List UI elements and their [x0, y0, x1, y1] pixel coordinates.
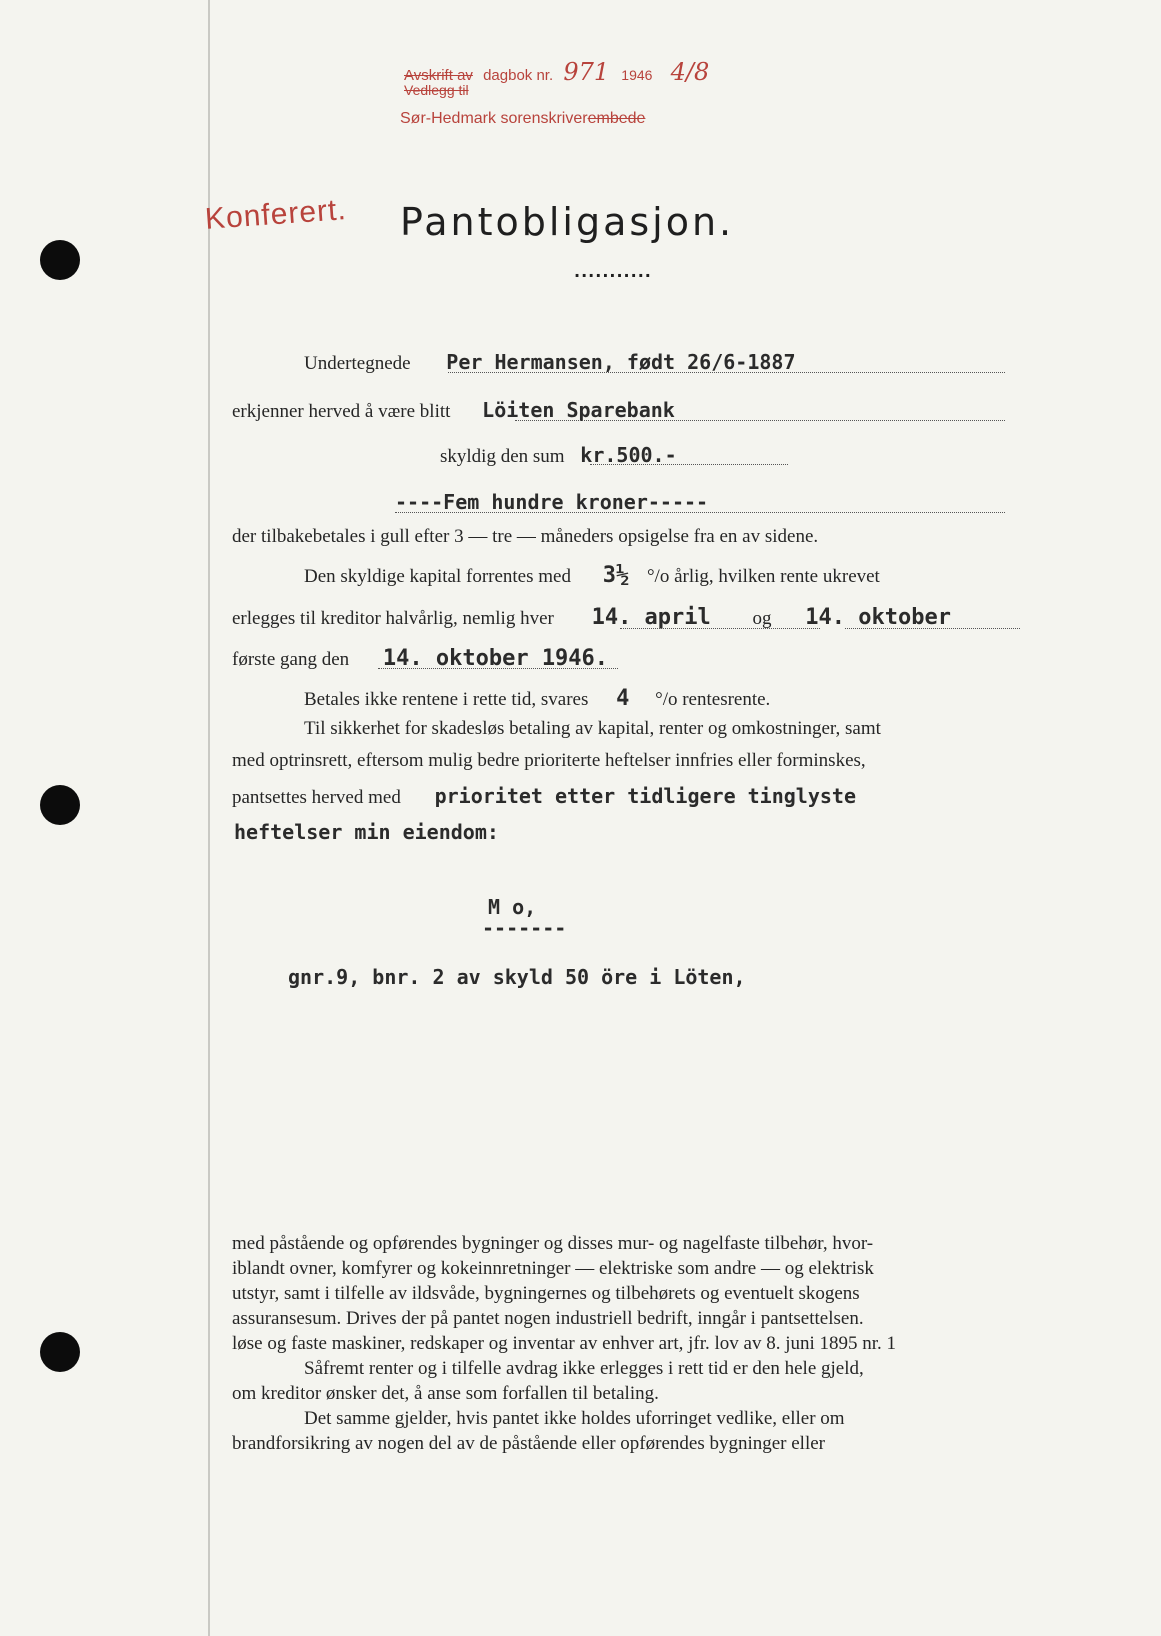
stamp-struck-avskrift: Avskrift av [404, 67, 473, 84]
stamp-dagbok-number: 971 [563, 58, 610, 86]
rente-label-pre: Den skyldige kapital forrentes med [304, 566, 571, 587]
sikkerhet-line-2: med optrinsrett, eftersom mulig bedre prioriterte heftelser innfries eller forminskes, [232, 750, 866, 771]
betales-label-pre: Betales ikke rentene i rette tid, svares [304, 689, 589, 710]
margin-line [208, 0, 210, 1636]
pantsettes-value-2: heftelser min eiendom: [234, 820, 499, 844]
term1-dotline [620, 628, 820, 629]
rentesrente-value: 4 [616, 686, 630, 711]
bottom-line-3: utstyr, samt i tilfelle av ildsvåde, bygningernes og tilbehørets og eventuelt skogens [232, 1283, 860, 1304]
konferert-stamp: Konferert. [203, 193, 348, 236]
punch-hole-middle [40, 785, 80, 825]
punch-hole-bottom [40, 1332, 80, 1372]
bottom-line-4: assuransesum. Drives der på pantet nogen industriell bedrift, inngår i pantsettelsen. [232, 1308, 864, 1329]
undertegnede-dotline [448, 372, 1005, 373]
stamp-dagbok-label: dagbok nr. [483, 67, 554, 84]
undertegnede-label: Undertegnede [304, 353, 411, 374]
stamp-year: 1946 [621, 67, 653, 83]
amount-words-row [395, 490, 708, 514]
title-dots: ........... [574, 262, 652, 281]
amount-words-dotline [395, 512, 1005, 513]
rente-row [304, 563, 880, 588]
pantsettes-label: pantsettes herved med [232, 787, 401, 808]
forste-label: første gang den [232, 649, 350, 670]
pantsettes-row [232, 784, 856, 809]
bottom-line-9: brandforsikring av nogen del av de påstående eller opførendes bygninger eller [232, 1433, 825, 1454]
property-description-row [288, 965, 746, 989]
rente-value: 3½ [602, 563, 630, 588]
erlegges-label: erlegges til kreditor halvårlig, nemlig hver [232, 608, 554, 629]
stamp-date: 4/8 [670, 58, 710, 86]
stamp-struck-vedlegg: Vedlegg til [404, 82, 469, 98]
erkjenner-dotline [515, 420, 1005, 421]
sikkerhet-line-1: Til sikkerhet for skadesløs betaling av kapital, renter og omkostninger, samt [304, 718, 881, 739]
amount-words: ----Fem hundre kroner----- [395, 490, 709, 514]
bottom-line-5: løse og faste maskiner, redskaper og inventar av enhver art, jfr. lov av 8. juni 1895 nr. 1 [232, 1333, 897, 1354]
bottom-line-7: om kreditor ønsker det, å anse som forfallen til betaling. [232, 1383, 659, 1404]
pantsettes-value-1: prioritet etter tidligere tinglyste [434, 784, 857, 808]
term2-dotline [845, 628, 1020, 629]
punch-hole-top [40, 240, 80, 280]
stamp-office-struck: embede [587, 110, 646, 127]
skyldig-label: skyldig den sum [440, 446, 565, 467]
term1-value: 14. april [591, 605, 711, 630]
erkjenner-label: erkjenner herved å være blitt [232, 401, 451, 422]
skyldig-dotline [590, 464, 788, 465]
betales-row [304, 686, 770, 711]
bottom-line-1: med påstående og opførendes bygninger og disses mur- og nagelfaste tilbehør, hvor- [232, 1233, 874, 1254]
erlegges-row [232, 605, 951, 630]
tilbakebetales-text: der tilbakebetales i gull efter 3 — tre — måneders opsigelse fra en av sidene. [232, 526, 819, 547]
forste-dotline [378, 668, 618, 669]
document-title: Pantobligasjon. [400, 200, 735, 244]
stamp-office: Sør-Hedmark sorenskriver [400, 110, 588, 127]
creditor-value: Löiten Sparebank [482, 398, 675, 422]
property-description: gnr.9, bnr. 2 av skyld 50 öre i Löten, [288, 965, 746, 989]
property-underline: ------- [482, 916, 567, 940]
og-label: og [752, 608, 772, 629]
betales-label-post: °/o rentesrente. [655, 689, 771, 710]
amount-value: kr.500.- [580, 443, 677, 467]
undertegnede-value: Per Hermansen, født 26/6-1887 [446, 350, 796, 374]
bottom-line-2: iblandt ovner, komfyrer og kokeinnretninger — elektriske som andre — og elektrisk [232, 1258, 874, 1279]
forste-value: 14. oktober 1946. [382, 646, 609, 671]
bottom-line-8: Det samme gjelder, hvis pantet ikke holdes uforringet vedlike, eller om [304, 1408, 845, 1429]
bottom-line-6: Såfremt renter og i tilfelle avdrag ikke erlegges i rett tid er den hele gjeld, [304, 1358, 864, 1379]
term2-value: 14. oktober [805, 605, 951, 630]
rente-label-post: °/o årlig, hvilken rente ukrevet [646, 566, 880, 587]
property-name: M o, [488, 895, 537, 919]
pantsettes-row-2 [234, 820, 499, 844]
